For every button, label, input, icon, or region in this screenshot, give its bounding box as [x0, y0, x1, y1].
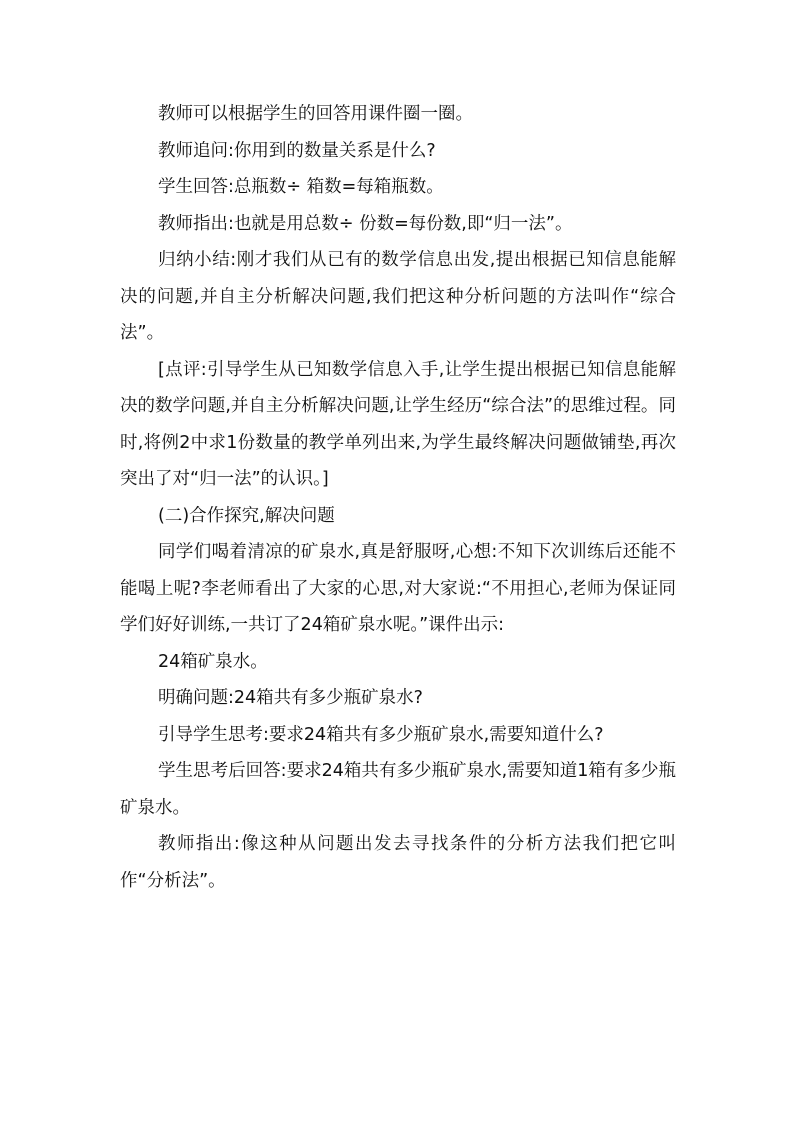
paragraph-summary: 归纳小结:刚才我们从已有的数学信息出发,提出根据已知信息能解决的问题,并自主分析解决问题,我们把这种分析问题的方法叫作“综合法”。: [120, 250, 676, 343]
paragraph-teacher-question: 教师追问:你用到的数量关系是什么?: [158, 140, 436, 161]
body-text: [120, 96, 676, 899]
paragraph-comment: [点评:引导学生从已知数学信息入手,让学生提出根据已知信息能解决的数学问题,并自主分析解决问题,让学生经历“综合法”的思维过程。同时,将例2中求1份数量的教学单列出来,为学生最终解决问题做铺垫,再次突出了对“归一法”的认识。]: [120, 359, 676, 489]
paragraph-guide-thinking: 引导学生思考:要求24箱共有多少瓶矿泉水,需要知道什么?: [158, 724, 604, 745]
paragraph-teacher-points-out: 教师指出:也就是用总数÷ 份数=每份数,即“归一法”。: [158, 213, 573, 234]
paragraph-courseware-display: 24箱矿泉水。: [158, 651, 268, 672]
section-heading: (二)合作探究,解决问题: [158, 505, 335, 526]
paragraph-student-answer: 学生回答:总瓶数÷ 箱数=每箱瓶数。: [158, 177, 444, 197]
paragraph-analysis-method: 教师指出:像这种从问题出发去寻找条件的分析方法我们把它叫作“分析法”。: [120, 834, 676, 891]
paragraph-teacher-circle: 教师可以根据学生的回答用课件圈一圈。: [158, 104, 473, 124]
paragraph-student-thinking-answer: 学生思考后回答:要求24箱共有多少瓶矿泉水,需要知道1箱有多少瓶矿泉水。: [120, 761, 676, 818]
paragraph-clarify-question: 明确问题:24箱共有多少瓶矿泉水?: [158, 688, 423, 708]
paragraph-scenario: 同学们喝着清凉的矿泉水,真是舒服呀,心想:不知下次训练后还能不能喝上呢?李老师看出了大家的心思,对大家说:“不用担心,老师为保证同学们好好训练,一共订了24箱矿泉水呢。”课件出示:: [120, 542, 676, 635]
